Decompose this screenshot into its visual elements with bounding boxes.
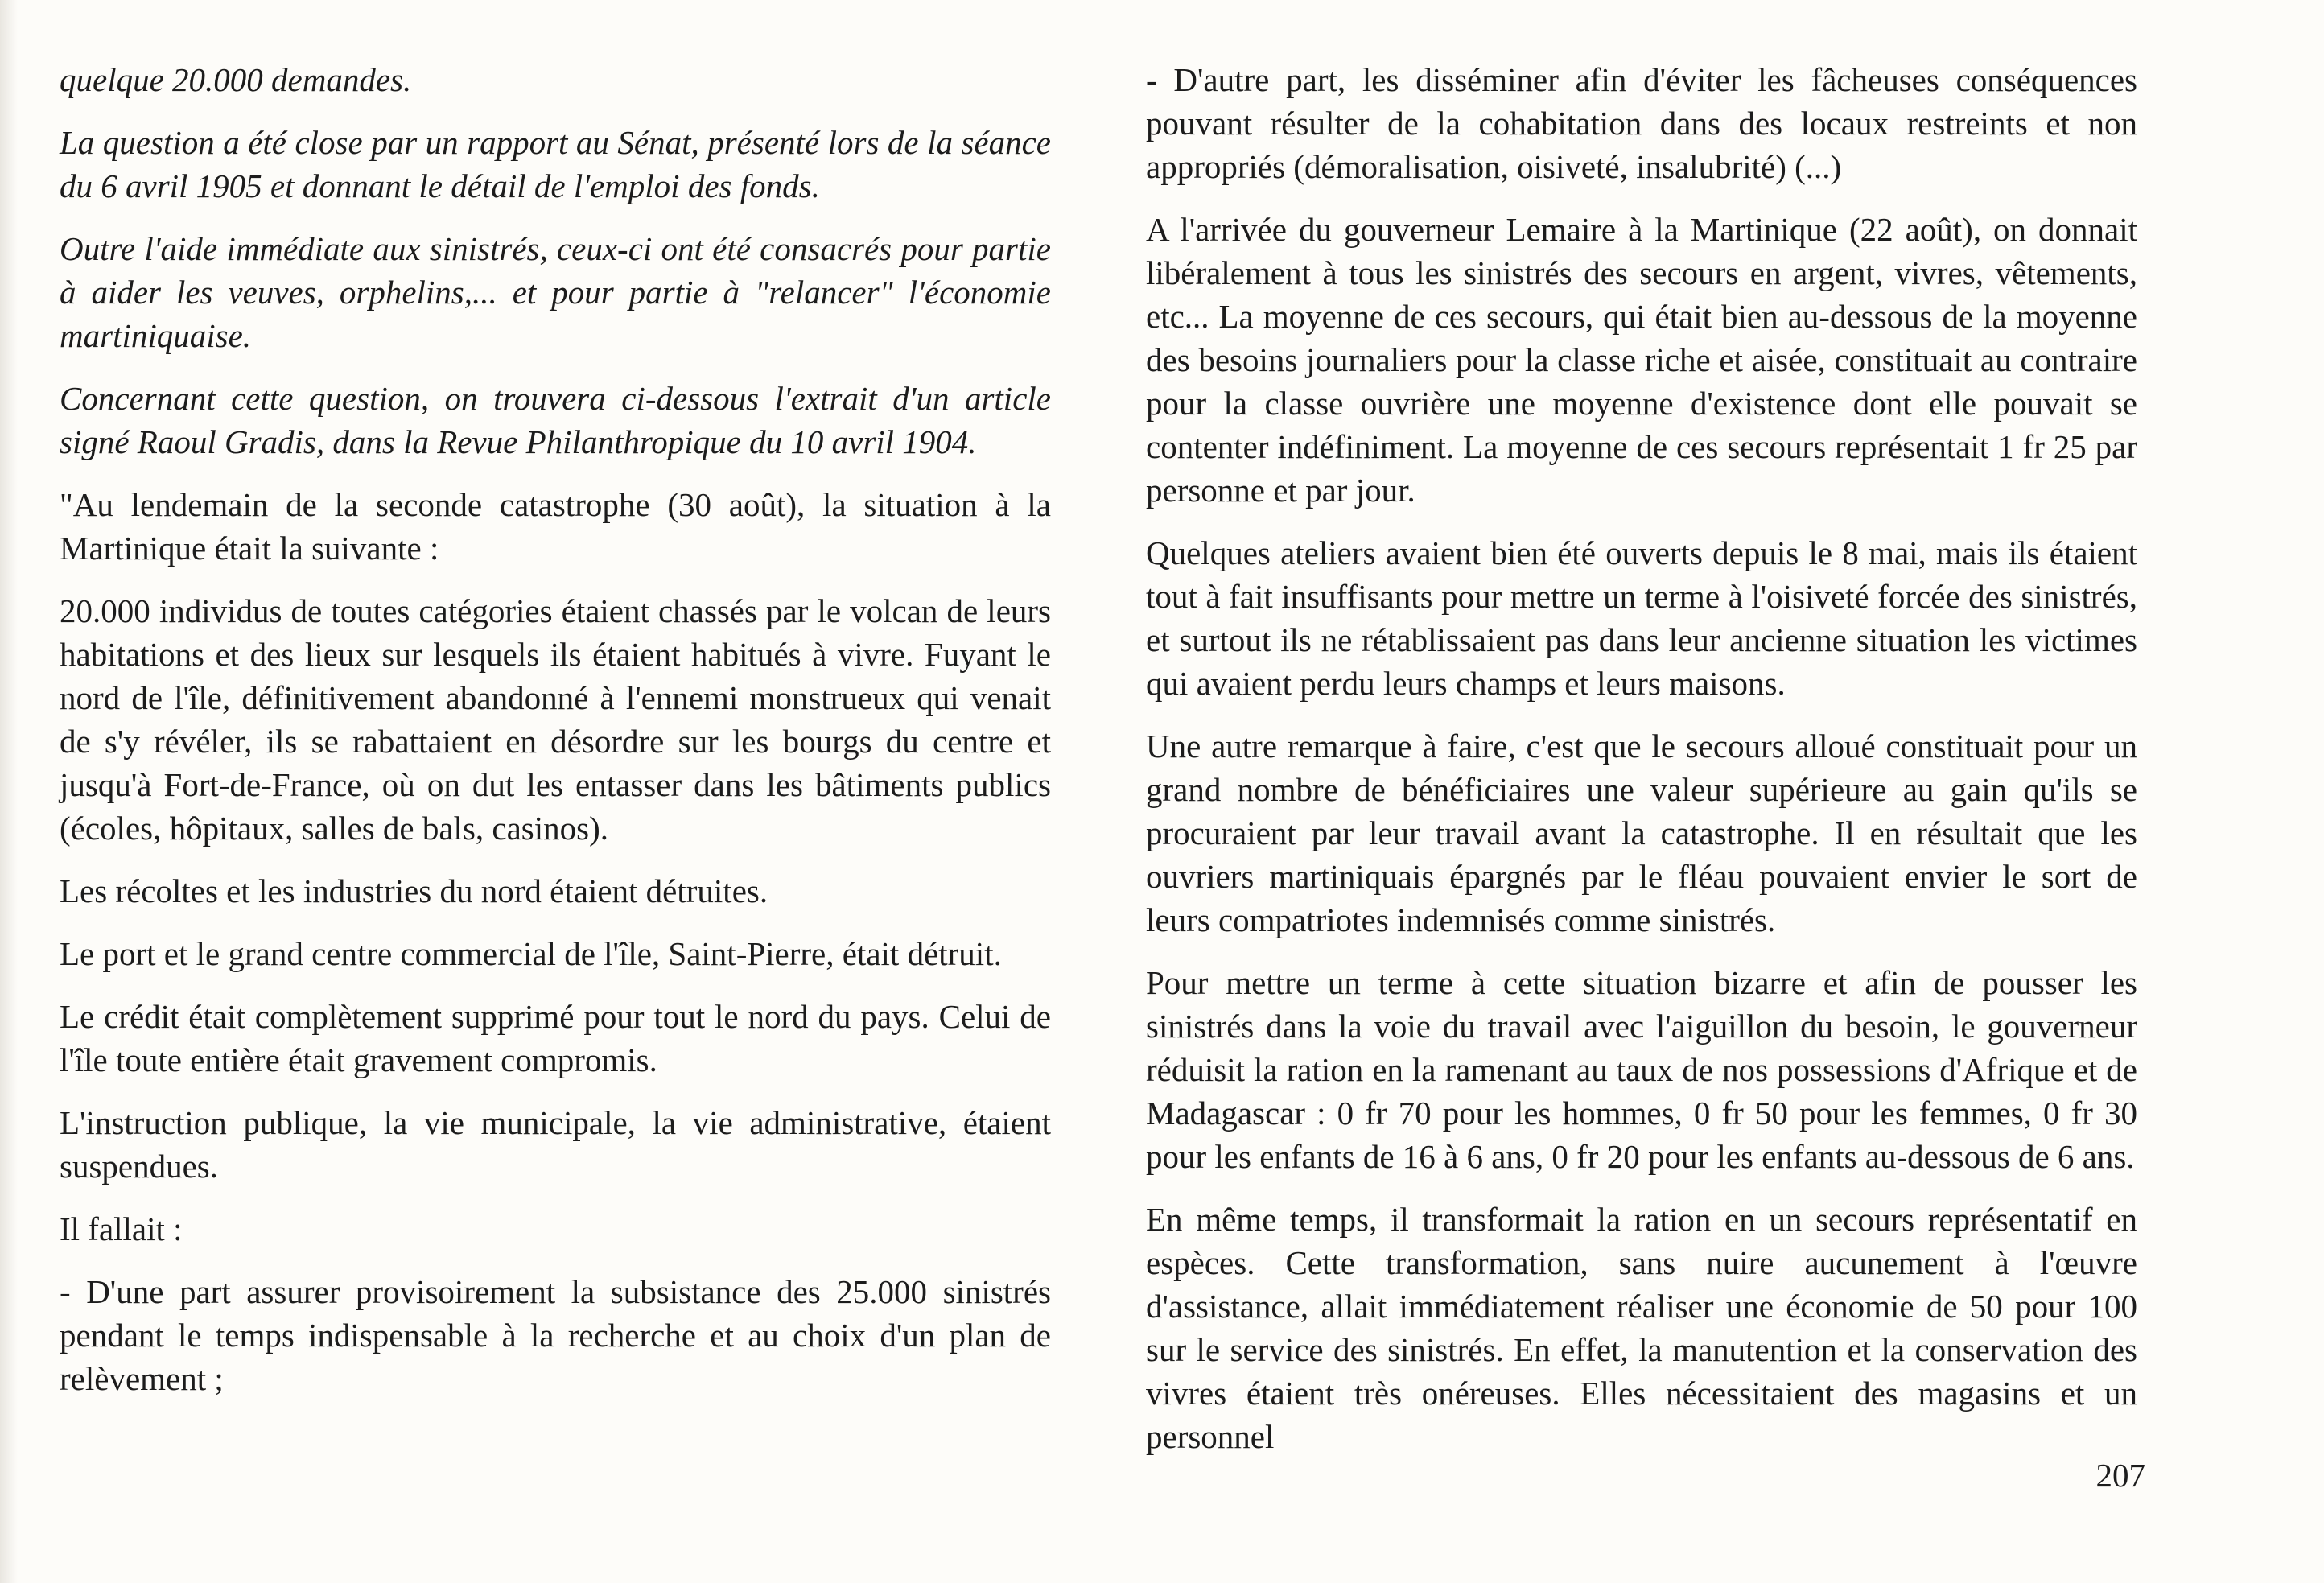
paragraph: Concernant cette question, on trouvera ci-dessous l'extrait d'un article signé Raoul Gradis, dans la Revue Philanthropique du 10 avril 1904. bbox=[60, 380, 1051, 460]
paragraph: A l'arrivée du gouverneur Lemaire à la Martinique (22 août), on donnait libéralement à tous les sinistrés des secours en argent, vivres, vêtements, etc... La moyenne de ces secours, qui était bien au-dessous de la moyenne des besoins journaliers pour la classe riche et aisée, constituait au contraire pour la classe ouvrière une moyenne d'existence dont elle pouvait se contenter indéfiniment. La moyenne de ces secours représentait 1 fr 25 par personne et par jour. bbox=[1146, 211, 2137, 509]
paragraph: L'instruction publique, la vie municipale, la vie administrative, étaient suspendues. bbox=[60, 1104, 1051, 1185]
page-number: 207 bbox=[2095, 1457, 2145, 1494]
paragraph: Le crédit était complètement supprimé pour tout le nord du pays. Celui de l'île toute entière était gravement compromis. bbox=[60, 998, 1051, 1078]
paragraph: Une autre remarque à faire, c'est que le secours alloué constituait pour un grand nombre de bénéficiaires une valeur supérieure au gain qu'ils se procuraient par leur travail avant la catastrophe. Il en résultait que les ouvriers martiniquais épargnés par le fléau pouvaient envier le sort de leurs compatriotes indemnisés comme sinistrés. bbox=[1146, 728, 2137, 938]
paragraph: Les récoltes et les industries du nord étaient détruites. bbox=[60, 872, 768, 909]
paragraph: En même temps, il transformait la ration en un secours représentatif en espèces. Cette transformation, sans nuire aucunement à l'œuvre d'assistance, allait immédiatement réaliser une économie de 50 pour 100 sur le service des sinistrés. En effet, la manutention et la conservation des vivres étaient très onéreuses. Elles nécessitaient des magasins et un personnel bbox=[1146, 1201, 2137, 1455]
right-text-column bbox=[1146, 58, 2137, 1478]
page-edge-shadow bbox=[0, 0, 18, 1583]
paragraph: Quelques ateliers avaient bien été ouverts depuis le 8 mai, mais ils étaient tout à fait insuffisants pour mettre un terme à l'oisiveté forcée des sinistrés, et surtout ils ne rétablissaient pas dans leur ancienne situation les victimes qui avaient perdu leurs champs et leurs maisons. bbox=[1146, 534, 2137, 702]
paragraph: Le port et le grand centre commercial de l'île, Saint-Pierre, était détruit. bbox=[60, 935, 1002, 972]
paragraph: Outre l'aide immédiate aux sinistrés, ceux-ci ont été consacrés pour partie à aider les veuves, orphelins,... et pour partie à "relancer" l'économie martiniquaise. bbox=[60, 230, 1051, 354]
paragraph: - D'autre part, les disséminer afin d'éviter les fâcheuses conséquences pouvant résulter de la cohabitation dans des locaux restreints et non appropriés (démoralisation, oisiveté, insalubrité) (...) bbox=[1146, 61, 2137, 185]
paragraph: Pour mettre un terme à cette situation bizarre et afin de pousser les sinistrés dans la voie du travail avec l'aiguillon du besoin, le gouverneur réduisit la ration en la ramenant au taux de nos possessions d'Afrique et de Madagascar : 0 fr 70 pour les hommes, 0 fr 50 pour les femmes, 0 fr 30 pour les enfants de 16 à 6 ans, 0 fr 20 pour les enfants au-dessous de 6 ans. bbox=[1146, 964, 2137, 1175]
paragraph: - D'une part assurer provisoirement la subsistance des 25.000 sinistrés pendant le temps indispensable à la recherche et au choix d'un plan de relèvement ; bbox=[60, 1273, 1051, 1397]
paragraph: Il fallait : bbox=[60, 1210, 183, 1247]
paragraph: "Au lendemain de la seconde catastrophe (30 août), la situation à la Martinique était la suivante : bbox=[60, 486, 1051, 567]
left-text-column bbox=[60, 58, 1051, 1420]
paragraph: 20.000 individus de toutes catégories étaient chassés par le volcan de leurs habitations et des lieux sur lesquels ils étaient habitués à vivre. Fuyant le nord de l'île, définitivement abandonné à l'ennemi monstrueux qui venait de s'y révéler, ils se rabattaient en désordre sur les bourgs du centre et jusqu'à Fort-de-France, où on dut les entasser dans les bâtiments publics (écoles, hôpitaux, salles de bals, casinos). bbox=[60, 592, 1051, 847]
paragraph: quelque 20.000 demandes. bbox=[60, 61, 412, 98]
paragraph: La question a été close par un rapport au Sénat, présenté lors de la séance du 6 avril 1905 et donnant le détail de l'emploi des fonds. bbox=[60, 124, 1051, 204]
